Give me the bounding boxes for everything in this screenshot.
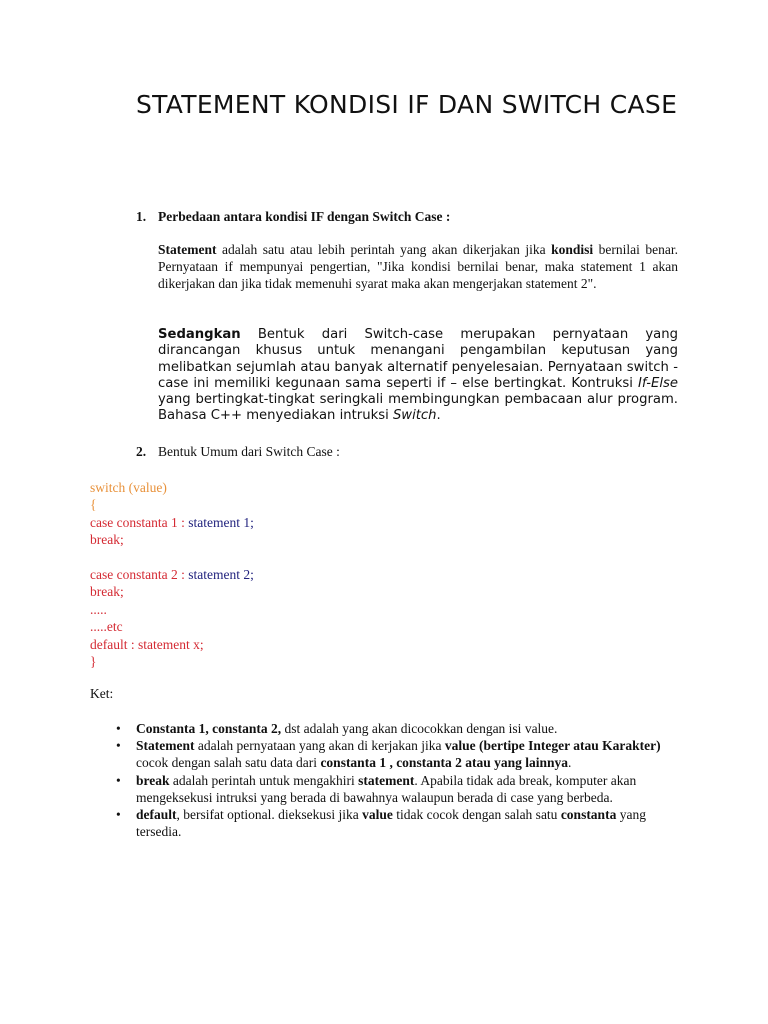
text: adalah satu atau lebih perintah yang akan dikerjakan jika	[216, 242, 552, 257]
ket-label: Ket:	[90, 686, 114, 701]
bold-term: constanta 1 , constanta 2 atau yang lainnya	[320, 755, 568, 771]
bullet-list	[136, 720, 676, 840]
code-line	[90, 566, 254, 583]
list-item	[136, 772, 676, 806]
text: Bentuk dari Switch-case merupakan pernyataan yang dirancangan khusus untuk menangani pengambilan keputusan yang melibatkan sejumlah atau banyak alternatif penyelesaian. Pernyataan switch - case ini memiliki kegunaan sama seperti if – else bertingkat. Kontruksi	[158, 327, 678, 391]
text: yang tersedia.	[136, 807, 646, 840]
code-line: default : statement x;	[90, 636, 204, 652]
term-statement: Statement	[158, 242, 217, 257]
bold-term: value (bertipe Integer atau Karakter)	[444, 738, 661, 754]
code-line: .....etc	[90, 619, 123, 635]
text: bernilai benar. Pernyataan if mempunyai pengertian, "Jika kondisi bernilai benar, maka statement 1 akan dikerjakan dan jika tidak memenuhi syarat maka akan mengerjakan statement 2".	[158, 242, 679, 291]
code-line: switch (value)	[90, 480, 167, 495]
section-2-heading: Bentuk Umum dari Switch Case :	[158, 444, 340, 459]
section-2-number: 2.	[136, 444, 147, 459]
text: tidak cocok dengan salah satu	[392, 807, 561, 823]
bold-term: default	[136, 807, 177, 823]
list-item	[136, 720, 676, 737]
text: cocok dengan salah satu data dari	[136, 755, 321, 771]
paragraph-statement	[158, 241, 678, 292]
paragraph-sedangkan	[158, 327, 678, 425]
code-block	[90, 479, 254, 670]
text: .	[436, 408, 441, 424]
text: . Apabila tidak ada break, komputer akan mengeksekusi intruksi yang berada di bawahnya walaupun berada di case yang berbeda.	[136, 772, 637, 805]
code-line: break;	[90, 584, 124, 600]
text: adalah perintah untuk mengakhiri	[169, 772, 359, 788]
term-sedangkan: Sedangkan	[158, 327, 241, 342]
code-line: .....	[90, 601, 107, 617]
bold-term: constanta	[560, 807, 617, 823]
text: .	[567, 755, 572, 771]
section-1-number: 1.	[136, 209, 147, 224]
bold-term: Constanta 1, constanta 2,	[136, 721, 282, 736]
term-kondisi: kondisi	[551, 242, 594, 257]
code-case: case constanta 1 :	[90, 514, 189, 530]
term-switch: Switch	[392, 408, 437, 424]
list-item	[136, 737, 676, 771]
document-title: STATEMENT KONDISI IF DAN SWITCH CASE	[136, 90, 678, 119]
term-if-else: If-Else	[637, 375, 678, 391]
text: dst adalah yang akan dicocokkan dengan isi value.	[281, 721, 558, 736]
text: yang bertingkat-tingkat seringkali membingungkan pembacaan alur program. Bahasa C++ menyediakan intruksi	[158, 392, 678, 424]
bold-term: value	[362, 807, 393, 823]
code-case: case constanta 2 :	[90, 566, 189, 582]
code-line	[90, 514, 254, 531]
text: , bersifat optional. dieksekusi jika	[176, 807, 363, 823]
list-item	[136, 806, 676, 840]
section-1-heading: Perbedaan antara kondisi IF dengan Switch Case :	[158, 209, 451, 224]
code-line: break;	[90, 532, 124, 548]
text: adalah pernyataan yang akan di kerjakan jika	[194, 738, 445, 754]
code-statement: statement 2;	[188, 566, 254, 582]
bold-term: break	[136, 772, 170, 788]
code-statement: statement 1;	[188, 514, 254, 530]
bold-term: Statement	[136, 738, 195, 754]
code-blank-line	[90, 549, 254, 566]
code-line: }	[90, 653, 97, 669]
code-line: {	[90, 497, 97, 513]
bold-term: statement	[358, 772, 415, 788]
